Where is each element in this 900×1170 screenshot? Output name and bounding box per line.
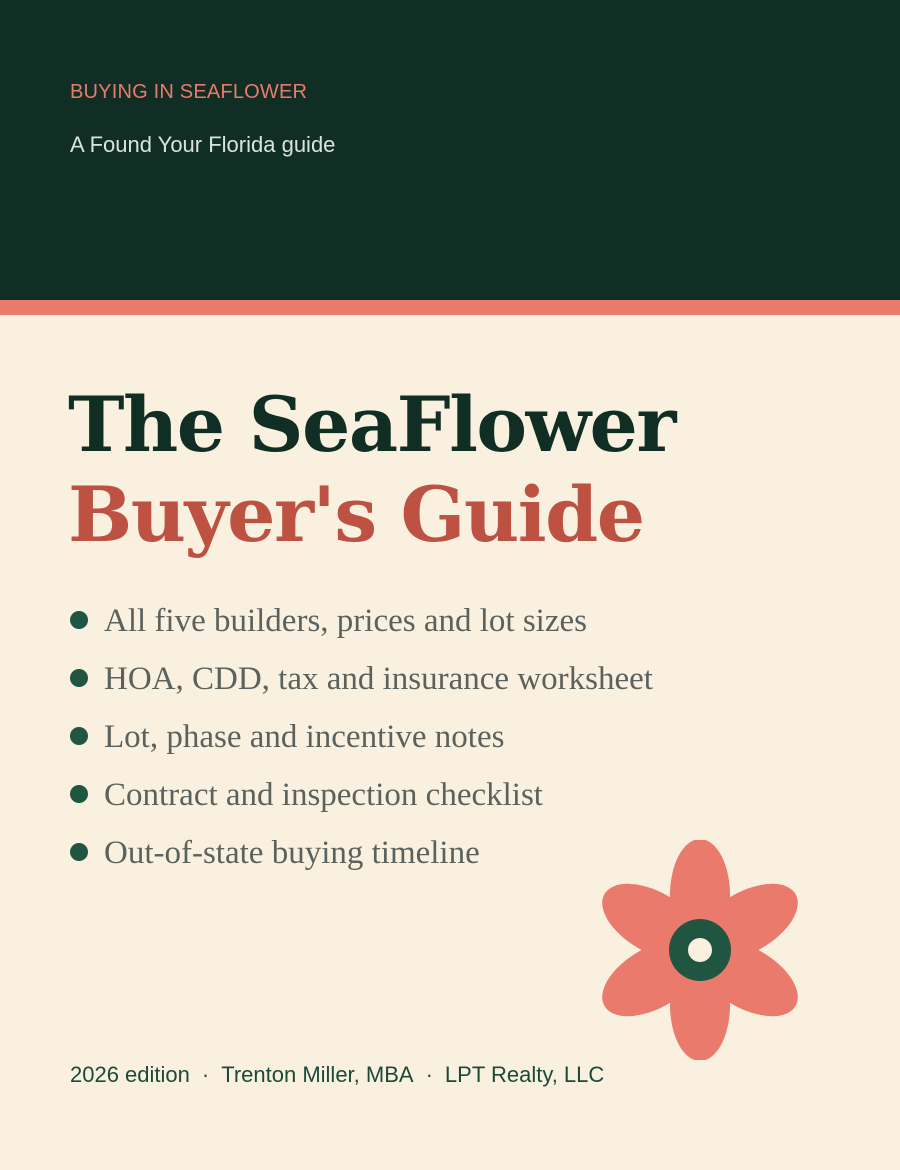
brokerage-name: LPT Realty, LLC: [444, 1062, 605, 1087]
feature-text: Out-of-state buying timeline: [104, 835, 480, 871]
feature-text: HOA, CDD, tax and insurance worksheet: [104, 661, 653, 697]
feature-item: [70, 712, 653, 770]
bullet-dot-icon: [70, 611, 88, 629]
bullet-dot-icon: [70, 727, 88, 745]
feature-text: Lot, phase and incentive notes: [104, 719, 505, 755]
page-title: [68, 380, 675, 560]
feature-item: [70, 828, 653, 886]
footer-separator: ·: [425, 1062, 433, 1087]
title-line-1: The SeaFlower: [68, 380, 675, 469]
title-line-2: Buyer's Guide: [68, 470, 644, 559]
bullet-dot-icon: [70, 843, 88, 861]
eyebrow-label: BUYING IN SEAFLOWER: [70, 81, 308, 103]
flower-icon: [600, 840, 800, 1060]
footer-credits: [70, 1062, 604, 1088]
footer-separator: ·: [201, 1062, 210, 1087]
feature-item: [70, 770, 653, 828]
edition-label: 2026 edition: [70, 1062, 190, 1087]
feature-item: [70, 596, 653, 654]
feature-text: Contract and inspection checklist: [104, 777, 543, 813]
accent-stripe: [0, 300, 900, 315]
bullet-dot-icon: [70, 669, 88, 687]
feature-list: [70, 596, 653, 886]
author-name: Trenton Miller, MBA: [221, 1062, 414, 1087]
feature-text: All five builders, prices and lot sizes: [104, 603, 587, 639]
bullet-dot-icon: [70, 785, 88, 803]
guide-subtitle: A Found Your Florida guide: [70, 132, 336, 157]
feature-item: [70, 654, 653, 712]
